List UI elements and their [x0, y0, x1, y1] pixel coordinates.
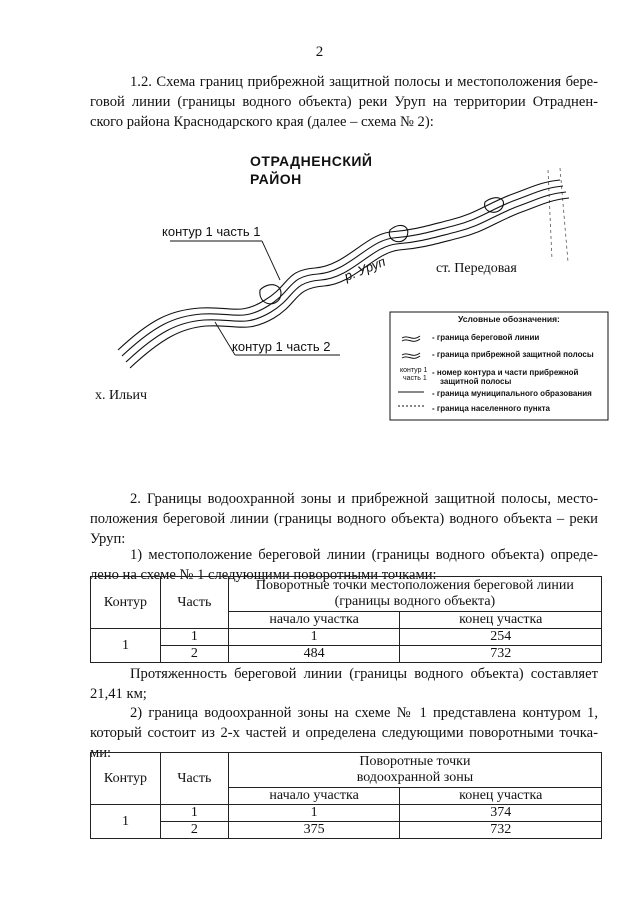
table-row [91, 629, 602, 646]
item-2-line: ми: [90, 745, 112, 761]
item-1-line: лено на схеме № 1 следующими поворотными точками: [90, 567, 437, 583]
legend-item-shoreline: - граница береговой линии [432, 333, 540, 342]
table2-header-points [228, 753, 601, 788]
table2-header-points-line2: водоохранной зоны [356, 770, 474, 785]
table1-header-contour: Контур [91, 577, 161, 629]
section-1-2-line: говой линии (границы водного объекта) реки Уруп на территории Отраднен- [90, 94, 598, 110]
table2-contour-cell: 1 [91, 805, 161, 839]
legend-item-municipal-boundary: - граница муниципального образования [432, 389, 592, 398]
table2-part-cell: 2 [160, 822, 228, 839]
table-row [91, 822, 602, 839]
water-zone-points-table [90, 752, 602, 839]
settlement-label-peredovaya: ст. Передовая [436, 261, 517, 276]
table1-part-cell: 1 [160, 629, 228, 646]
legend-item-protective-strip: - граница прибрежной защитной полосы [432, 350, 594, 359]
table1-end-cell: 254 [400, 629, 602, 646]
legend-item-settlement-boundary: - граница населенного пункта [432, 404, 550, 413]
table-row [91, 805, 602, 822]
item-2-line: 2) граница водоохранной зоны на схеме № 1 представлена контуром 1, [130, 705, 598, 721]
label-contour-part-1: контур 1 часть 1 [162, 224, 261, 239]
settlement-label-ilyich: х. Ильич [95, 388, 148, 403]
length-line: Протяженность береговой линии (границы водного объекта) составляет [130, 666, 598, 682]
district-title-line2: РАЙОН [250, 171, 302, 187]
section-2-paragraph [90, 489, 598, 549]
shoreline-points-table [90, 576, 602, 663]
district-title-line1: ОТРАДНЕНСКИЙ [250, 153, 373, 169]
table1-header-part: Часть [160, 577, 228, 629]
table2-end-cell: 732 [400, 822, 602, 839]
section-2-line: 2. Границы водоохранной зоны и прибрежной защитной полосы, место- [130, 491, 598, 507]
section-2-line: положения береговой линии (границы водного объекта) водного объекта – реки [90, 511, 598, 527]
legend-item-contour-number-cont: защитной полосы [440, 377, 512, 386]
table2-header-contour: Контур [91, 753, 161, 805]
table1-header-points [228, 577, 601, 612]
section-1-2-paragraph [90, 72, 598, 132]
legend-sample-label-2: часть 1 [403, 375, 427, 382]
legend-item-contour-number: - номер контура и части прибрежной [432, 368, 579, 377]
table2-header-end: конец участка [400, 788, 602, 805]
length-paragraph [90, 664, 598, 704]
table1-start-cell: 484 [228, 646, 400, 663]
length-line: 21,41 км; [90, 686, 147, 702]
table2-end-cell: 374 [400, 805, 602, 822]
table2-start-cell: 1 [228, 805, 400, 822]
item-2-line: который состоит из 2-х частей и определена следующими поворотными точка- [90, 725, 598, 741]
legend-title: Условные обозначения: [458, 314, 560, 324]
section-1-2-line: 1.2. Схема границ прибрежной защитной полосы и местоположения бере- [130, 74, 598, 90]
section-1-2-line: ского района Краснодарского края (далее – схема № 2): [90, 114, 434, 130]
table2-header-part: Часть [160, 753, 228, 805]
label-leader-lines [170, 241, 340, 355]
page-number: 2 [315, 44, 324, 60]
table1-end-cell: 732 [400, 646, 602, 663]
table1-header-points-line1: Поворотные точки местоположения береговой линии [255, 578, 574, 593]
table2-header-start: начало участка [228, 788, 400, 805]
table1-header-points-line2: (границы водного объекта) [334, 594, 496, 609]
river-name-label: р. Уруп [342, 253, 388, 284]
municipal-boundary [548, 168, 568, 262]
table2-header-points-line1: Поворотные точки [359, 754, 471, 769]
label-contour-part-2: контур 1 часть 2 [232, 339, 331, 354]
table1-start-cell: 1 [228, 629, 400, 646]
table1-part-cell: 2 [160, 646, 228, 663]
table-row [91, 646, 602, 663]
item-1-line: 1) местоположение береговой линии (границы водного объекта) опреде- [130, 547, 598, 563]
table1-header-start: начало участка [228, 612, 400, 629]
section-2-line: Уруп: [90, 531, 126, 547]
legend-sample-label-1: контур 1 [400, 367, 428, 374]
table2-start-cell: 375 [228, 822, 400, 839]
river-scheme-map [90, 140, 610, 430]
table1-contour-cell: 1 [91, 629, 161, 663]
table1-header-end: конец участка [400, 612, 602, 629]
table2-part-cell: 1 [160, 805, 228, 822]
